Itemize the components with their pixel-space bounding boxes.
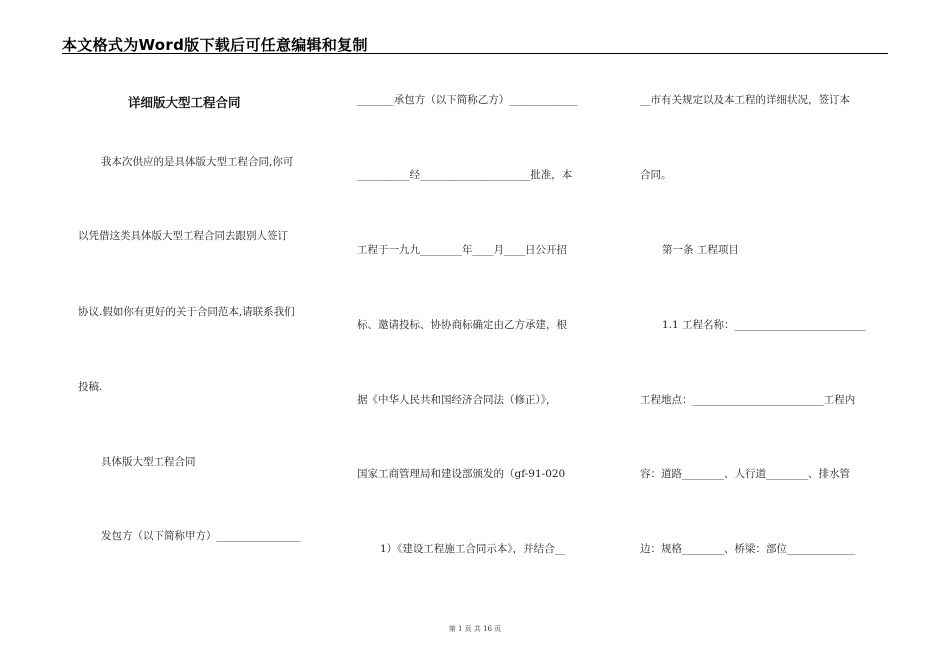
page-number-footer: 第 1 页 共 16 页 (448, 625, 502, 633)
header-divider (62, 53, 888, 54)
middle-line-1: _______承包方（以下简称乙方）_____________ (357, 94, 578, 106)
left-line-4: 投稿. (78, 381, 103, 393)
left-line-5: 具体版大型工程合同 (101, 456, 196, 468)
right-line-7: 边：规格________、桥梁：部位_____________ (640, 543, 856, 555)
middle-line-6: 国家工商管理局和建设部颁发的（gf-91-020 (357, 468, 566, 480)
left-line-2: 以凭借这类具体版大型工程合同去跟别人签订 (78, 230, 288, 242)
right-line-2: 合同。 (640, 169, 672, 181)
right-line-6: 容：道路________、人行道________、排水管 (640, 468, 850, 480)
middle-line-5: 据《中华人民共和国经济合同法（修正）》， (357, 394, 557, 406)
document-header-title: 本文格式为Word版下载后可任意编辑和复制 (62, 36, 368, 54)
left-line-3: 协议.假如你有更好的关于合同范本,请联系我们 (78, 306, 295, 318)
right-line-3: 第一条 工程项目 (662, 244, 739, 256)
right-line-5: 工程地点：_________________________工程内 (640, 394, 856, 406)
right-line-4: 1.1 工程名称：_________________________ (662, 319, 866, 331)
middle-line-4: 标、邀请投标、协协商标确定由乙方承建，根 (357, 319, 567, 331)
left-line-1: 我本次供应的是具体版大型工程合同,你可 (101, 156, 294, 168)
middle-line-3: 工程于一九九________年____月____日公开招 (357, 244, 567, 256)
middle-line-7: 1）《建设工程施工合同示本》，并结合__ (380, 543, 566, 555)
middle-line-2: __________经_____________________批准，本 (357, 169, 573, 181)
right-line-1: __市有关规定以及本工程的详细状况，签订本 (640, 94, 850, 106)
contract-title: 详细版大型工程合同 (128, 95, 241, 110)
left-line-6: 发包方（以下简称甲方）________________ (101, 530, 301, 542)
